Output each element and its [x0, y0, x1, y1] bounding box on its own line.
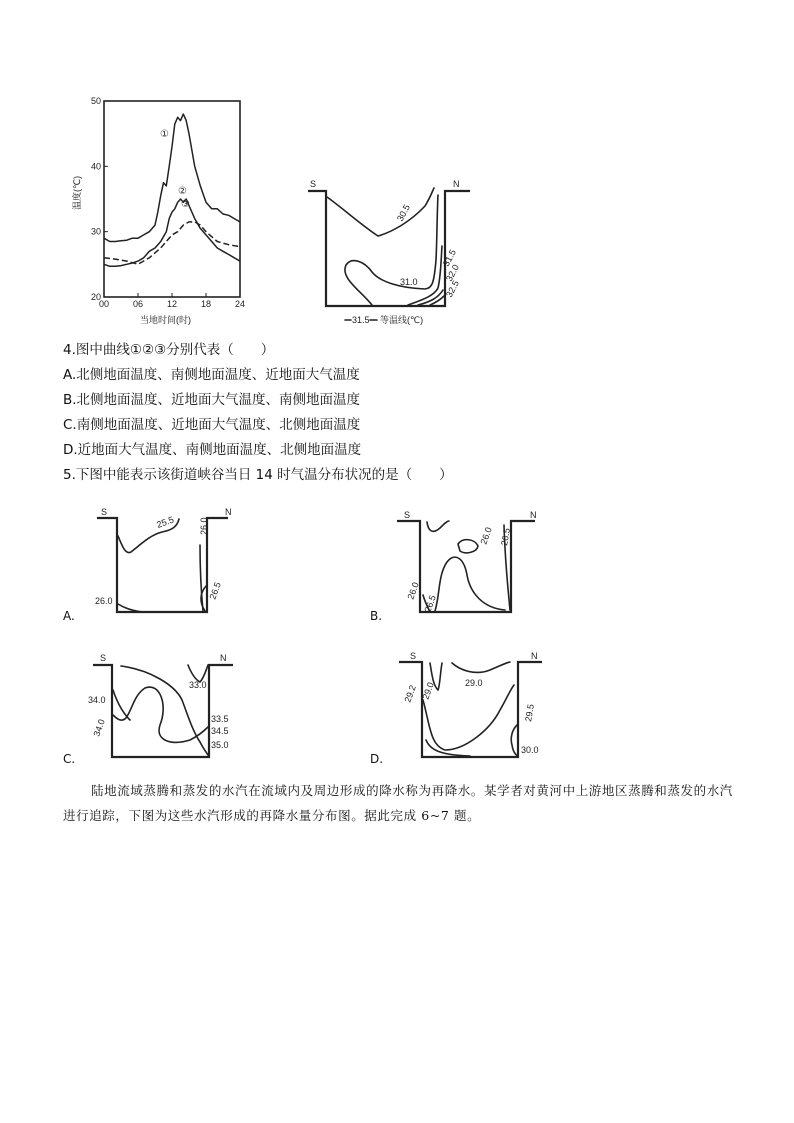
- svg-text:29.2: 29.2: [402, 683, 418, 704]
- series-line-3: [104, 222, 240, 264]
- question-4-option-a[interactable]: A.北侧地面温度、南侧地面温度、近地面大气温度: [63, 367, 360, 383]
- series-line-2: [104, 199, 240, 266]
- y-tick-label: 20: [90, 292, 101, 302]
- passage-6-7: 陆地流域蒸腾和蒸发的水汽在流域内及周边形成的降水称为再降水。某学者对黄河中上游地区蒸腾和蒸发的水汽进行追踪，下图为这些水汽形成的再降水量分布图。据此完成 6~7 题。: [63, 783, 733, 823]
- svg-text:N: N: [220, 653, 227, 663]
- isotherm-label: 32.5: [443, 278, 461, 299]
- svg-text:26.0: 26.0: [478, 525, 494, 546]
- question-4-option-d[interactable]: D.近地面大气温度、南侧地面温度、北侧地面温度: [63, 442, 362, 458]
- series-label-1: ①: [160, 129, 169, 140]
- svg-text:26.0: 26.0: [199, 517, 209, 535]
- isotherm-label: 31.0: [400, 277, 418, 287]
- svg-text:26.0: 26.0: [405, 580, 421, 601]
- isotherm-line: [408, 246, 442, 305]
- x-axis-label: 当地时间(时): [140, 315, 191, 325]
- south-label: S: [310, 179, 317, 189]
- legend-sample-value: 31.5: [352, 315, 370, 325]
- svg-text:35.0: 35.0: [211, 740, 229, 750]
- canyon-outline: [308, 191, 470, 306]
- series-line-1: [104, 114, 240, 241]
- svg-text:S: S: [100, 653, 107, 663]
- x-tick-label: 00: [98, 299, 110, 309]
- option-c-label[interactable]: C.: [63, 752, 76, 766]
- option-a-label[interactable]: A.: [63, 609, 75, 623]
- series-label-2: ②: [178, 186, 187, 197]
- option-d-label[interactable]: D.: [370, 752, 384, 766]
- svg-text:29.0: 29.0: [465, 678, 483, 688]
- svg-text:25.5: 25.5: [155, 514, 176, 530]
- svg-text:34.5: 34.5: [211, 726, 229, 736]
- svg-text:33.5: 33.5: [211, 714, 229, 724]
- svg-text:S: S: [410, 651, 417, 661]
- x-tick-label: 18: [200, 299, 212, 309]
- svg-text:29.5: 29.5: [523, 703, 537, 723]
- series-label-3: ③: [181, 199, 190, 210]
- chart-series-group: [104, 114, 240, 266]
- svg-text:26.5: 26.5: [422, 593, 438, 614]
- svg-text:29.0: 29.0: [420, 680, 436, 701]
- svg-text:N: N: [530, 510, 537, 520]
- option-c-diagram: [88, 653, 233, 757]
- y-tick-label: 30: [90, 226, 101, 237]
- svg-text:S: S: [404, 510, 411, 520]
- option-b-label[interactable]: B.: [370, 609, 383, 623]
- y-tick-label: 50: [90, 96, 101, 106]
- x-tick-label: 12: [166, 299, 178, 309]
- isotherm-line: [418, 290, 443, 305]
- svg-text:34.0: 34.0: [88, 695, 106, 705]
- question-4-stem: 4.图中曲线①②③分别代表（ ）: [63, 342, 275, 358]
- option-d-diagram: [399, 651, 542, 757]
- question-5-stem: 5.下图中能表示该街道峡谷当日 14 时气温分布状况的是（ ）: [63, 467, 453, 483]
- question-4-option-c[interactable]: C.南侧地面温度、近地面大气温度、北侧地面温度: [63, 417, 361, 433]
- legend-text: 等温线(℃): [380, 315, 424, 325]
- north-label: N: [453, 179, 460, 189]
- isotherm-label: 31.5: [440, 247, 458, 268]
- svg-text:34.0: 34.0: [91, 717, 107, 738]
- svg-text:N: N: [225, 507, 232, 517]
- x-tick-label: 06: [132, 299, 144, 309]
- svg-text:S: S: [101, 507, 108, 517]
- svg-text:26.5: 26.5: [499, 527, 513, 547]
- isotherm-line: [430, 296, 444, 305]
- svg-text:26.0: 26.0: [95, 596, 113, 606]
- isotherm-line: [345, 195, 438, 305]
- isotherm-label: 32.0: [443, 262, 461, 283]
- question-4-option-b[interactable]: B.北侧地面温度、近地面大气温度、南侧地面温度: [63, 392, 361, 408]
- svg-text:N: N: [531, 651, 538, 661]
- y-axis-label: 温度(℃): [72, 175, 82, 210]
- svg-text:30.0: 30.0: [521, 745, 539, 755]
- isotherm-line: [327, 188, 434, 236]
- svg-text:26.5: 26.5: [207, 580, 223, 601]
- x-tick-label: 24: [234, 299, 246, 309]
- svg-text:33.0: 33.0: [189, 680, 207, 690]
- chart-axes: [91, 96, 245, 309]
- plot-frame: [104, 101, 240, 297]
- option-b-diagram: [397, 510, 537, 614]
- option-a-diagram: [95, 507, 232, 612]
- y-tick-label: 40: [90, 161, 101, 172]
- isotherm-label: 30.5: [394, 202, 412, 223]
